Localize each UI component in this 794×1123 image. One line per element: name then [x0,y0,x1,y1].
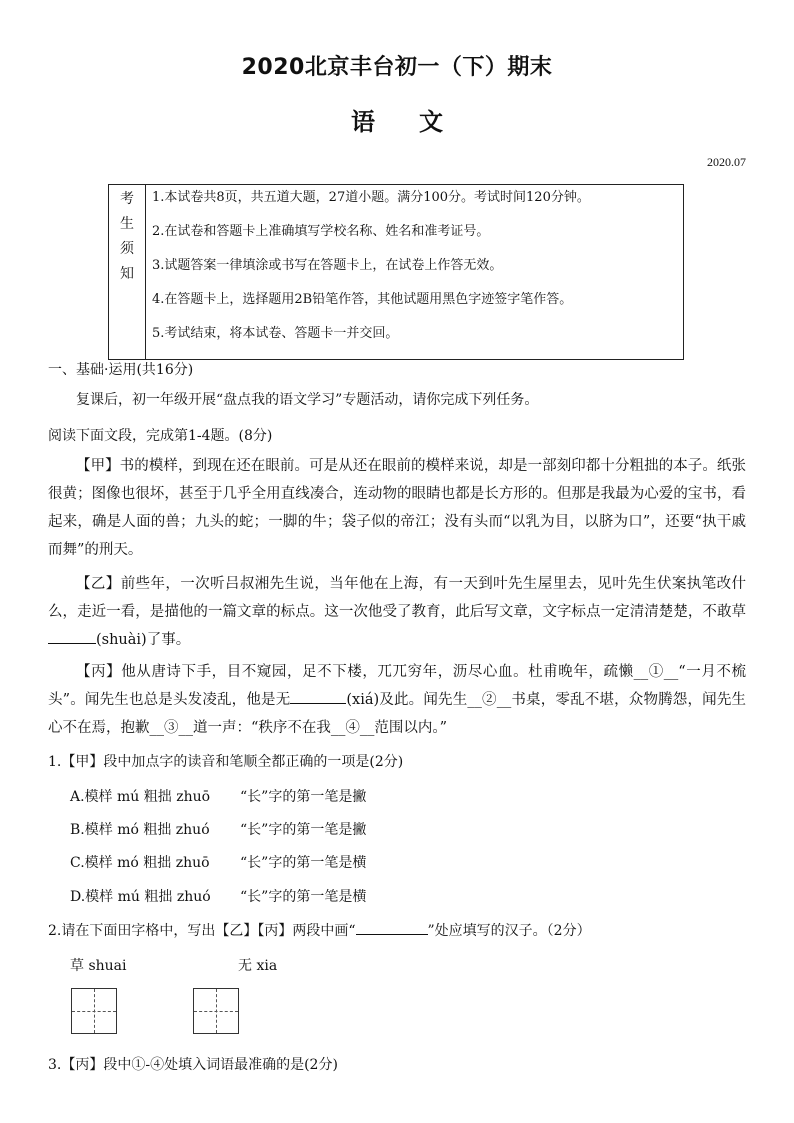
writing-grid-2[interactable] [193,988,239,1034]
passage-jia: 【甲】书的模样，到现在还在眼前。可是从还在眼前的模样来说，却是一部刻印都十分粗拙的本子。纸张很黄；图像也很坏，甚至于几乎全用直线凑合，连动物的眼睛也都是长方形的。但那是我最为心爱的宝书，看起来，确是人面的兽；九头的蛇；一脚的牛；袋子似的帝江；没有头而“以乳为目，以脐为口”，还要“执干戚而舞”的刑天。 [48,458,746,558]
notice-item: 1.本试卷共8页，共五道大题，27道小题。满分100分。考试时间120分钟。 [152,190,590,205]
section-heading: 一、基础·运用(共16分) [48,362,194,378]
notice-items [146,185,684,360]
grid-label-shuai: 草 shuai [70,958,127,974]
activity-intro: 复课后，初一年级开展“盘点我的语文学习”专题活动，请你完成下列任务。 [76,392,539,408]
reading-prompt: 阅读下面文段，完成第1-4题。(8分) [48,428,273,444]
option-a: A.模样 mú 粗拙 zhuō “长”字的第一笔是撇 [70,789,367,805]
subject-title: 语文 [351,107,487,136]
answer-blank [48,629,96,644]
question-1: 1.【甲】段中加点字的读音和笔顺全都正确的一项是(2分) [48,754,404,770]
notice-item: 3.试题答案一律填涂或书写在答题卡上，在试卷上作答无效。 [152,258,503,273]
answer-blank [290,689,346,704]
notice-item: 2.在试卷和答题卡上准确填写学校名称、姓名和准考证号。 [152,224,490,239]
option-d: D.模样 mú 粗拙 zhuó “长”字的第一笔是横 [70,889,367,905]
option-b: B.模样 mó 粗拙 zhuó “长”字的第一笔是撇 [70,822,367,838]
grid-label-xia: 无 xia [238,958,278,974]
answer-blank [356,920,428,935]
question-2: 2.请在下面田字格中，写出【乙】【丙】两段中画“ ”处应填写的汉子。（2分） [48,920,591,940]
passage-bing: 【丙】他从唐诗下手，目不窥园，足不下楼，兀兀穷年，沥尽心血。杜甫晚年，疏懒__①__“一月不梳头”。闻先生也总是头发凌乱，他是无 (xiá)及此。闻先生__②__书桌，零乱不堪，众物腾怨，闻先生心不在焉，抱歉__③__道一声：“秩序不在我__④__范围以内。” [48,664,746,736]
option-c: C.模样 mó 粗拙 zhuō “长”字的第一笔是横 [70,855,367,871]
exam-date: 2020.07 [707,155,746,169]
notice-item: 4.在答题卡上，选择题用2B铅笔作答，其他试题用黑色字迹签字笔作答。 [152,292,573,307]
writing-grid-1[interactable] [71,988,117,1034]
question-3: 3.【丙】段中①-④处填入词语最准确的是(2分) [48,1057,338,1073]
notice-label: 考 生 须 知 [109,185,146,360]
passage-yi: 【乙】前些年，一次听吕叔湘先生说，当年他在上海，有一天到叶先生屋里去，见叶先生伏案执笔改什么，走近一看，是描他的一篇文章的标点。这一次他受了教育，此后写文章，文字标点一定清清楚楚，不敢草(shuài)了事。 [48,576,746,648]
page-title: 2020北京丰台初一（下）期末 [241,55,553,80]
notice-table [108,184,684,360]
notice-item: 5.考试结束，将本试卷、答题卡一并交回。 [152,326,399,341]
